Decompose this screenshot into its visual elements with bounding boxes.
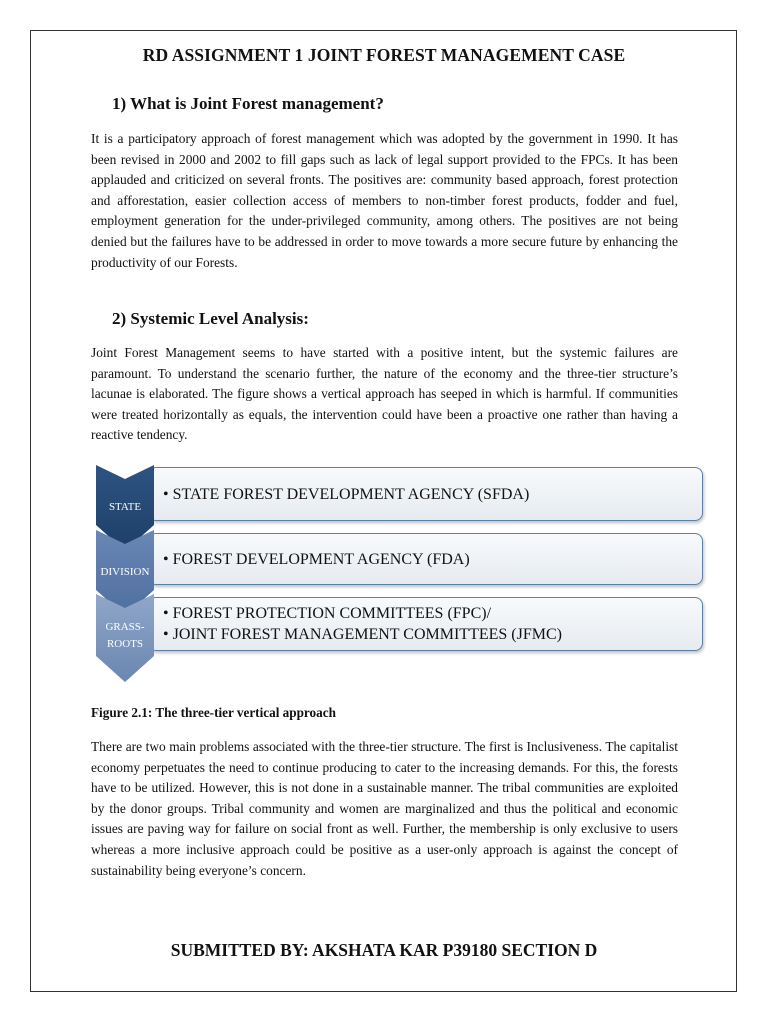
tier-division-label: DIVISION <box>100 566 150 578</box>
section-1-paragraph: It is a participatory approach of forest management which was adopted by the government in 1990. It has been revised in 2000 and 2002 to fill gaps such as lack of legal support provided to the FPCs. It has been applauded and criticized on several fronts. The positives are: community based approach, forest protection and afforestation, easier collection access of members to non-timber forest products, fodder and fuel, employment generation for the under-privileged community, among others. The positives are not being denied but the failures have to be addressed in order to move towards a more secure future by enhancing the productivity of our Forests. <box>91 131 678 270</box>
section-2-heading: 2) Systemic Level Analysis: <box>112 309 309 328</box>
tier-grassroots-item-1: • FOREST PROTECTION COMMITTEES (FPC)/ <box>163 605 492 622</box>
tier-state-item: • STATE FOREST DEVELOPMENT AGENCY (SFDA) <box>163 485 530 503</box>
document-title: RD ASSIGNMENT 1 JOINT FOREST MANAGEMENT CASE <box>142 45 626 65</box>
tier-grassroots-label-line2: ROOTS <box>106 638 144 650</box>
tier-state-label: STATE <box>108 501 142 513</box>
tier-grassroots-box <box>148 597 703 651</box>
tier-grassroots-label-line1: GRASS- <box>105 621 145 633</box>
submitted-by: SUBMITTED BY: AKSHATA KAR P39180 SECTION D <box>170 940 598 960</box>
tier-division-box <box>148 533 703 585</box>
tier-state-box <box>148 467 703 521</box>
figure-caption: Figure 2.1: The three-tier vertical approach <box>91 705 336 720</box>
tier-grassroots-item-2: • JOINT FOREST MANAGEMENT COMMITTEES (JFMC) <box>163 626 562 643</box>
section-3-paragraph: There are two main problems associated with the three-tier structure. The first is Inclusiveness. The capitalist economy perpetuates the need to continue producing to cater to the increasing demands. For this, the forests have to be utilized. However, this is not done in a sustainable manner. The tribal communities are exploited by the donor groups. Tribal community and women are marginalized and thus the political and economic issues are paving way for failure on social front as well. Further, the membership is only exclusive to users whereas a more inclusive approach could be positive as a user-only approach is against the concept of sustainability being everyone’s concern. <box>91 739 678 878</box>
tier-grassroots-chevron <box>96 594 154 682</box>
section-1-heading: 1) What is Joint Forest management? <box>112 94 384 113</box>
section-2-paragraph: Joint Forest Management seems to have started with a positive intent, but the systemic failures are paramount. To understand the scenario further, the nature of the economy and the three-tier structure’s lacunae is elaborated. The figure shows a vertical approach has seeped in which is harmful. If communities were treated horizontally as equals, the intervention could have been a proactive one rather than having a reactive tendency. <box>91 345 678 443</box>
tier-division-item: • FOREST DEVELOPMENT AGENCY (FDA) <box>163 550 470 568</box>
